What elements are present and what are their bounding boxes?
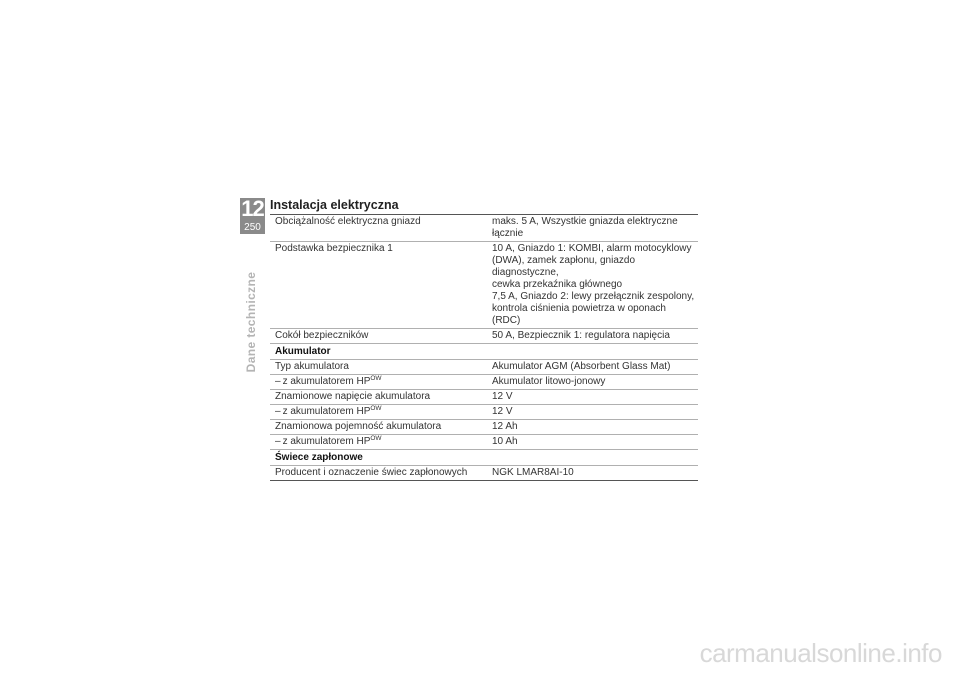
value-line: 10 A, Gniazdo 1: KOMBI, alarm motocyklowy bbox=[492, 243, 692, 254]
row-label: Obciążalność elektryczna gniazd bbox=[275, 216, 421, 227]
row-label-text: z akumulatorem HP bbox=[282, 436, 371, 447]
table-row bbox=[270, 242, 698, 329]
superscript: OW bbox=[370, 435, 382, 442]
row-label: Znamionowe napięcie akumulatora bbox=[275, 391, 431, 402]
value-line: cewka przekaźnika głównego bbox=[492, 279, 623, 290]
value-line: 7,5 A, Gniazdo 2: lewy przełącznik zespolony, bbox=[492, 291, 695, 302]
table-row bbox=[270, 390, 698, 405]
row-value: 10 Ah bbox=[492, 436, 518, 447]
table-row bbox=[270, 215, 698, 242]
row-label bbox=[270, 375, 487, 390]
row-label bbox=[270, 435, 487, 450]
row-value: maks. 5 A, Wszystkie gniazda elektryczne łącznie bbox=[492, 216, 678, 239]
section-heading-swiece: Świece zapłonowe bbox=[275, 452, 363, 463]
row-value: Akumulator litowo-jonowy bbox=[492, 376, 606, 387]
row-label-text: z akumulatorem HP bbox=[282, 406, 371, 417]
superscript: OW bbox=[370, 375, 382, 382]
row-label: Typ akumulatora bbox=[275, 361, 349, 372]
table-row bbox=[270, 375, 698, 390]
table-row bbox=[270, 329, 698, 344]
row-value: 12 V bbox=[492, 391, 513, 402]
chapter-number: 12 bbox=[241, 196, 264, 221]
page-number: 250 bbox=[244, 222, 261, 233]
row-value: 12 Ah bbox=[492, 421, 518, 432]
row-value bbox=[487, 242, 698, 329]
row-label: Znamionowa pojemność akumulatora bbox=[275, 421, 442, 432]
table-row bbox=[270, 435, 698, 450]
table-row bbox=[270, 420, 698, 435]
spec-table bbox=[270, 214, 698, 481]
section-heading-row bbox=[270, 344, 698, 360]
dash-marker: – bbox=[275, 436, 281, 447]
value-line: kontrola ciśnienia powietrza w oponach (RDC) bbox=[492, 303, 666, 326]
row-label bbox=[270, 405, 487, 420]
watermark: carmanualsonline.info bbox=[699, 638, 942, 668]
row-value: 12 V bbox=[492, 406, 513, 417]
row-value: Akumulator AGM (Absorbent Glass Mat) bbox=[492, 361, 671, 372]
row-value: 50 A, Bezpiecznik 1: regulatora napięcia bbox=[492, 330, 670, 341]
table-row bbox=[270, 405, 698, 420]
dash-marker: – bbox=[275, 406, 281, 417]
section-heading-row bbox=[270, 450, 698, 466]
table-row bbox=[270, 466, 698, 481]
dash-marker: – bbox=[275, 376, 281, 387]
row-label-text: z akumulatorem HP bbox=[282, 376, 371, 387]
section-title: Instalacja elektryczna bbox=[270, 198, 399, 212]
table-row bbox=[270, 360, 698, 375]
row-label: Podstawka bezpiecznika 1 bbox=[275, 243, 393, 254]
row-value: NGK LMAR8AI-10 bbox=[492, 467, 574, 478]
chapter-side-label: Dane techniczne bbox=[244, 271, 258, 373]
value-line: (DWA), zamek zapłonu, gniazdo diagnostyczne, bbox=[492, 255, 636, 278]
row-label: Producent i oznaczenie świec zapłonowych bbox=[275, 467, 468, 478]
chapter-tab bbox=[240, 198, 265, 234]
row-label: Cokół bezpieczników bbox=[275, 330, 369, 341]
section-heading-akumulator: Akumulator bbox=[275, 346, 331, 357]
superscript: OW bbox=[370, 405, 382, 412]
